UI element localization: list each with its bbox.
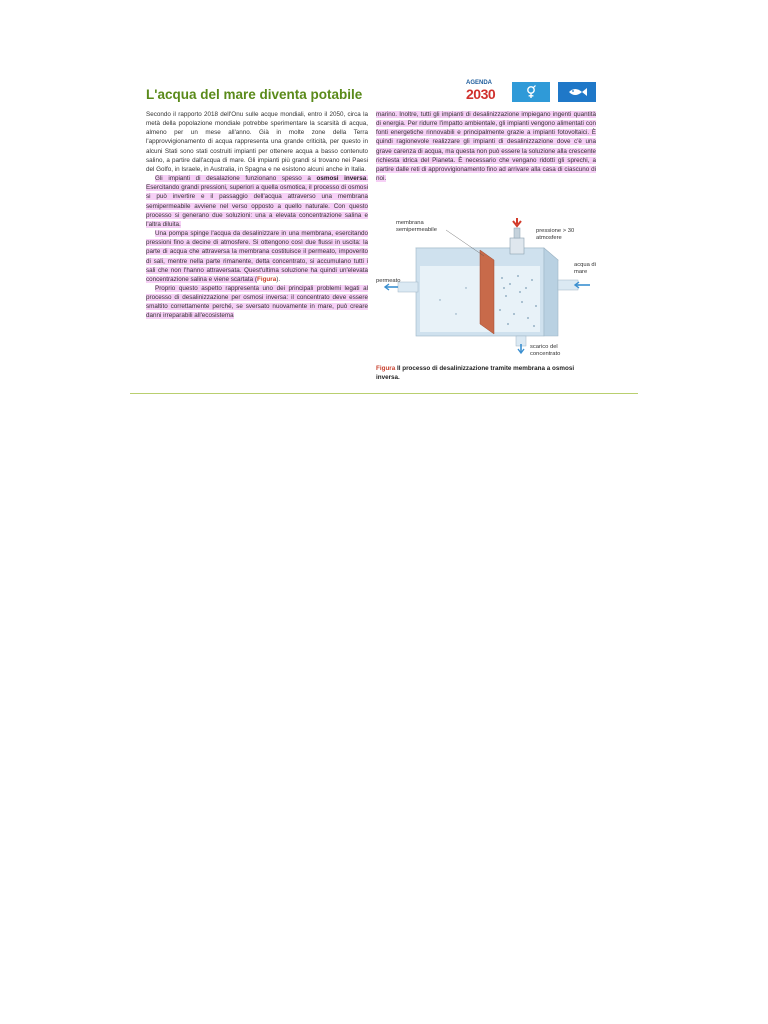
highlighted-text: Proprio questo aspetto rappresenta uno dei principali problemi legati al processo di desalinizzazione per osmosi inversa: il concentrato deve essere smaltito correttamente perché, se sversato nuovamente in mare, può creare danni irreparabili all'ecosistema [146, 284, 368, 320]
caption-figure-word: Figura [376, 365, 396, 372]
agenda-2030-badge [466, 80, 596, 104]
section-divider [130, 393, 638, 394]
seawater-label: acqua di mare [574, 262, 596, 275]
highlighted-text: marino. Inoltre, tutti gli impianti di desalinizzazione impiegano ingenti quantità di energia. Per ridurre l'impatto ambientale, gli impianti vengono alimentati con fonti energetiche rinnovabili e principalmente grazie a impianti fotovoltaici. È quindi ragionevole realizzare gli impianti di desalinizzazione dove c'è una grave carenza di acqua, ma questa non può essere la soluzione alla crescente richiesta idrica del Pianeta. È necessario che vengano ridotti gli sprechi, a partire dalle reti di approvvigionamento fino ad arrivare alla casa di ciascuno di noi. [376, 111, 596, 183]
highlighted-text: Gli impianti di desalazione funzionano spesso a [155, 175, 317, 183]
paragraph [146, 229, 368, 284]
membrane-label: membrana semipermeabile [396, 220, 437, 233]
right-text-column [376, 110, 596, 183]
caption-text: Il processo di desalinizzazione tramite membrana a osmosi inversa. [376, 365, 575, 381]
figure-caption [376, 365, 598, 382]
paragraph-text: Secondo il rapporto 2018 dell'Onu sulle acque mondiali, entro il 2050, circa la metà della popolazione mondiale potrebbe sperimentare la scarsità di acqua, almeno per un mese all'anno. Già in molte zone della Terra l'approvvigionamento di acqua rappresenta una grande criticità, per questo in alcuni Stati sono stati costruiti impianti per ottenere acqua a basso contenuto salino, a partire dall'acqua di mare. Gli impianti più grandi si trovano nei Paesi del Golfo, in Israele, in Australia, in Spagna e ne esistono alcuni anche in Italia. [146, 111, 368, 173]
highlighted-text: . Esercitando grandi pressioni, superiori a quella osmotica, il processo di osmosi si può invertire e il passaggio dell'acqua attraverso una membrana semipermeabile avviene nel verso opposto a quello naturale. Con questo processo si generano due soluzioni: una a elevata concentrazione salina e l'altra diluita. [146, 175, 368, 228]
figure-reference: Figura [256, 275, 277, 283]
permeate-label: permeato [376, 278, 401, 284]
highlighted-text: Una pompa spinge l'acqua da desalinizzare in una membrana, esercitando pressioni fino a decine di atmosfere. Si ottengono così due flussi in uscita: la parte di acqua che attraversa la membrana costituisce il permeato, impoverito di sali, mentre nella parte rimanente, detta concentrato, si accumulano tutti i sali che non l'hanno attraversata. Quest'ultima soluzione ha quindi un'elevata concentrazione salina e viene scartata ( [146, 230, 368, 283]
paragraph [146, 284, 368, 321]
discharge-label: scarico del concentrato [530, 344, 561, 357]
osmosis-figure [376, 218, 598, 363]
page-title: L'acqua del mare diventa potabile [146, 87, 363, 102]
agenda-label: AGENDA [466, 80, 493, 86]
pressure-label: pressione > 30 atmosfere [536, 228, 575, 241]
agenda-year: 2030 [466, 86, 496, 102]
life-below-water-icon [558, 82, 596, 102]
paragraph [376, 110, 596, 183]
key-term: osmosi inversa [316, 175, 367, 183]
left-text-column [146, 110, 368, 321]
paragraph-end: ). [276, 275, 281, 283]
gender-equality-icon [512, 82, 550, 102]
paragraph [146, 110, 368, 174]
paragraph [146, 174, 368, 229]
